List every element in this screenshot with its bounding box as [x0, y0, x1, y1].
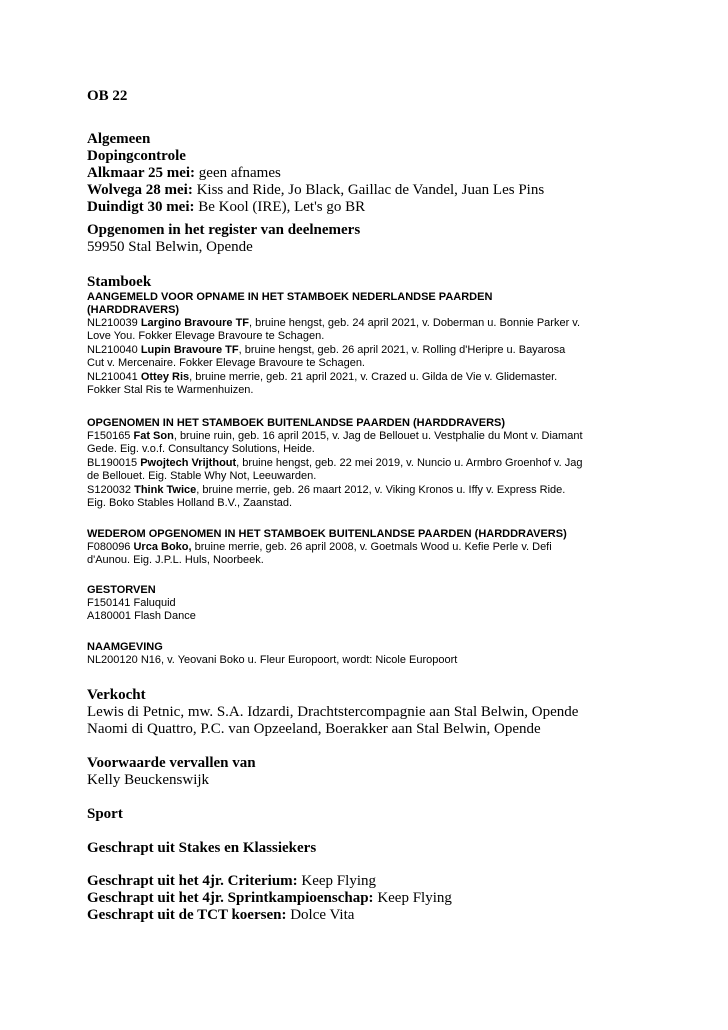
horse-entry-line: Fokker Stal Ris te Warmenhuizen. [87, 384, 254, 397]
doping-line [87, 165, 667, 182]
wederom-section [87, 528, 667, 568]
algemeen-heading: Algemeen [87, 131, 151, 147]
geschrapt-stakes-block [87, 840, 667, 857]
horse-entry-line [87, 317, 667, 330]
geschrapt-list [87, 873, 667, 924]
voorwaarde-section [87, 755, 667, 789]
verkocht-heading: Verkocht [87, 687, 146, 703]
horse-name: Urca Boko, [133, 541, 192, 553]
doping-line-text: Kiss and Ride, Jo Black, Gaillac de Vandel, Juan Les Pins [192, 182, 545, 198]
buitenland-heading: OPGENOMEN IN HET STAMBOEK BUITENLANDSE PAARDEN (HARDDRAVERS) [87, 417, 506, 429]
verkocht-line: Lewis di Petnic, mw. S.A. Idzardi, Drachtstercompagnie aan Stal Belwin, Opende [87, 704, 579, 720]
horse-entry-line [87, 457, 667, 470]
horse-entry [87, 371, 667, 398]
gestorven-item: F150141 Faluquid [87, 597, 176, 609]
doping-line-label: Duindigt 30 mei: [87, 199, 195, 215]
horse-entry-line: Love You. Fokker Elevage Bravoure te Schagen. [87, 330, 325, 343]
naamgeving-section [87, 641, 667, 667]
horse-entry [87, 430, 667, 457]
horse-name: Fat Son [133, 430, 174, 442]
doping-line-text: Be Kool (IRE), Let's go BR [194, 199, 366, 215]
horse-entry [87, 344, 667, 371]
horse-entry-line [87, 371, 667, 384]
register-section [87, 222, 667, 256]
register-heading: Opgenomen in het register van deelnemers [87, 222, 361, 238]
horse-details: , bruine merrie, geb. 21 april 2021, v. Crazed u. Gilda de Vie v. Glidemaster. [189, 370, 558, 383]
dopingcontrole-heading: Dopingcontrole [87, 148, 186, 164]
algemeen-section [87, 131, 667, 216]
horse-name: Think Twice [134, 483, 197, 496]
horse-entry-line [87, 344, 667, 357]
horse-name: Largino Bravoure TF [140, 317, 250, 329]
horse-entry-line: d'Aunou. Eig. J.P.L. Huls, Noorbeek. [87, 554, 264, 567]
gestorven-item: A180001 Flash Dance [87, 610, 196, 623]
doping-line-text: geen afnames [195, 165, 281, 181]
doping-line [87, 199, 667, 216]
horse-name: Pwojtech Vrijthout [140, 456, 237, 469]
horse-entry-line [87, 541, 667, 554]
doping-line-label: Wolvega 28 mei: [87, 182, 193, 198]
horse-entry-line [87, 484, 667, 497]
horse-entry-line: Cut v. Mercenaire. Fokker Elevage Bravoure te Schagen. [87, 357, 365, 370]
verkocht-line: Naomi di Quattro, P.C. van Opzeeland, Boerakker aan Stal Belwin, Opende [87, 721, 541, 737]
register-text: 59950 Stal Belwin, Opende [87, 239, 253, 255]
stamboek-heading-block [87, 274, 667, 291]
naamgeving-heading: NAAMGEVING [87, 641, 163, 653]
naamgeving-text: NL200120 N16, v. Yeovani Boko u. Fleur Europoort, wordt: Nicole Europoort [87, 654, 458, 666]
horse-id: NL210039 [87, 317, 141, 329]
horse-id: NL210041 [87, 370, 141, 383]
horse-id: S120032 [87, 483, 135, 496]
geschrapt-label: Geschrapt uit het 4jr. Criterium: [87, 873, 298, 889]
stamboek-heading: Stamboek [87, 274, 152, 290]
gestorven-section [87, 584, 667, 624]
gestorven-heading: GESTORVEN [87, 584, 156, 596]
horse-entry [87, 541, 667, 568]
horse-entry-line [87, 430, 667, 443]
horse-entry [87, 457, 667, 484]
horse-name: Ottey Ris [140, 370, 190, 383]
horse-name: Lupin Bravoure TF [140, 343, 239, 356]
horse-entry [87, 317, 667, 344]
aangemeld-heading-cont: (HARDDRAVERS) [87, 304, 180, 316]
horse-details: , bruine hengst, geb. 24 april 2021, v. Doberman u. Bonnie Parker v. [249, 317, 581, 329]
horse-entry-line: de Bellouet. Eig. Stable Why Not, Leeuwarden. [87, 470, 317, 483]
doping-line [87, 182, 667, 199]
document-title: OB 22 [87, 88, 128, 104]
geschrapt-text: Keep Flying [373, 890, 452, 906]
geschrapt-text: Dolce Vita [286, 907, 355, 923]
doping-line-label: Alkmaar 25 mei: [87, 165, 196, 181]
horse-entry [87, 484, 667, 511]
geschrapt-stakes-heading: Geschrapt uit Stakes en Klassiekers [87, 840, 317, 856]
horse-entry-line: Eig. Boko Stables Holland B.V., Zaanstad. [87, 497, 293, 510]
horse-id: F150165 [87, 430, 134, 442]
wederom-heading: WEDEROM OPGENOMEN IN HET STAMBOEK BUITENLANDSE PAARDEN (HARDDRAVERS) [87, 528, 567, 540]
horse-details: , bruine hengst, geb. 22 mei 2019, v. Nuncio u. Armbro Groenhof v. Jag [236, 456, 583, 469]
aangemeld-heading: AANGEMELD VOOR OPNAME IN HET STAMBOEK NEDERLANDSE PAARDEN [87, 291, 493, 303]
sport-section [87, 806, 667, 823]
voorwaarde-text: Kelly Beuckenswijk [87, 772, 210, 788]
geschrapt-label: Geschrapt uit het 4jr. Sprintkampioenschap: [87, 890, 374, 906]
buitenland-section [87, 417, 667, 510]
horse-details: , bruine merrie, geb. 26 maart 2012, v. Viking Kronos u. Iffy v. Express Ride. [196, 483, 566, 496]
document-title-block [87, 88, 667, 105]
aangemeld-section [87, 291, 667, 397]
horse-entry-line: Gede. Eig. v.o.f. Consultancy Solutions, Heide. [87, 443, 315, 456]
geschrapt-line [87, 907, 667, 924]
horse-id: BL190015 [87, 456, 141, 469]
horse-details: , bruine hengst, geb. 26 april 2021, v. Rolling d'Heripre u. Bayarosa [238, 343, 566, 356]
horse-details: bruine merrie, geb. 26 april 2008, v. Goetmals Wood u. Kefie Perle v. Defi [191, 541, 552, 553]
geschrapt-line [87, 890, 667, 907]
voorwaarde-heading: Voorwaarde vervallen van [87, 755, 256, 771]
geschrapt-line [87, 873, 667, 890]
horse-details: , bruine ruin, geb. 16 april 2015, v. Jag de Bellouet u. Vestphalie du Mont v. Diamant [173, 430, 583, 442]
geschrapt-label: Geschrapt uit de TCT koersen: [87, 907, 287, 923]
verkocht-section [87, 687, 667, 738]
horse-id: NL210040 [87, 343, 141, 356]
geschrapt-text: Keep Flying [297, 873, 376, 889]
sport-heading: Sport [87, 806, 123, 822]
horse-id: F080096 [87, 541, 134, 553]
